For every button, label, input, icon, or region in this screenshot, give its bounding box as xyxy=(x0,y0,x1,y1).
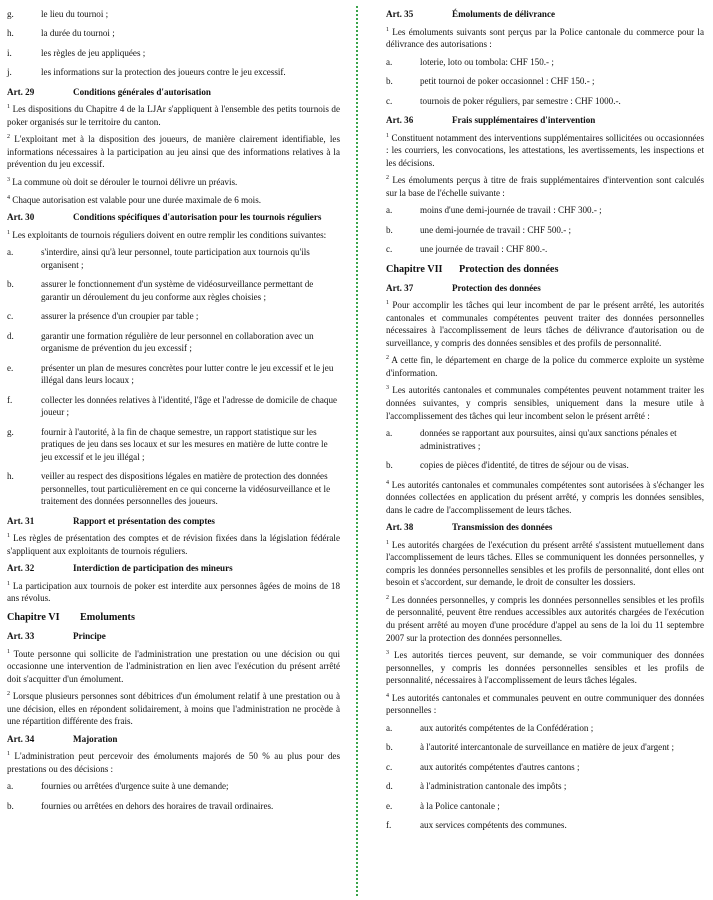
paragraph: $^2$ Lorsque plusieurs personnes sont débitrices d'un émolument relatif à une prestation ou à une décision, elles en répondent solidairement, à moins que l'administration ne procède à une répartition différente des frais. xyxy=(7,691,340,727)
list-item: h. la durée du tournoi ; xyxy=(7,28,115,39)
paragraph: $^3$ Les autorités cantonales et communales compétentes peuvent notamment traiter les données suivantes, y compris sensibles, uniquement dans la mesure utile à l'accomplissement des tâches qui leur incombent selon le présent arrêté : xyxy=(386,385,704,421)
list-item: i. les règles de jeu appliquées ; xyxy=(7,47,146,58)
article-heading-35: Art. 35 Émoluments de délivrance xyxy=(386,9,556,19)
paragraph: $^2$ Les émoluments perçus à titre de frais supplémentaires d'intervention sont calculés sur la base de l'échelle suivante : xyxy=(386,175,704,198)
list-item: a. fournies ou arrêtées d'urgence suite à une demande; xyxy=(7,781,229,792)
paragraph: $^1$ Les émoluments suivants sont perçus par la Police cantonale du commerce pour la délivrance des autorisations : xyxy=(386,26,704,50)
list-item: c. tournois de poker réguliers, par semestre : CHF 1000.-. xyxy=(386,95,621,106)
article-heading-30: Art. 30 Conditions spécifiques d'autorisation pour les tournois réguliers xyxy=(7,212,322,223)
column-divider xyxy=(356,6,358,896)
paragraph: $^1$ L'administration peut percevoir des émoluments majorés de 50 % au plus pour des prestations ou des décisions : xyxy=(7,751,340,774)
list-item: a. s'interdire, ainsi qu'à leur personnel, toute participation aux tournois qu'ils organisent ; xyxy=(7,247,310,270)
list-item: a. aux autorités compétentes de la Confédération ; xyxy=(386,722,594,733)
list-item: a. loterie, loto ou tombola: CHF 150.- ; xyxy=(386,56,554,67)
article-heading-38: Art. 38 Transmission des données xyxy=(386,522,553,533)
list-item: c. une journée de travail : CHF 800.-. xyxy=(386,244,548,255)
paragraph: $^3$ Les autorités tierces peuvent, sur demande, se voir communiquer des données personnelles, y compris les données personnelles sensibles et les profils de personnalité, nécessaires à l'accomplissement de leurs tâches légales. xyxy=(386,650,704,686)
paragraph: $^1$ Pour accomplir les tâches qui leur incombent de par le présent arrêté, les autorités cantonales et communales compétentes peuvent traiter des données personnelles nécessaires à l'accomplissement de leurs tâches de délivrance d'autorisation ou de surveillance, y compris des données sensibles et des profils de personnalité. xyxy=(386,300,704,348)
paragraph: $^1$ Les règles de présentation des comptes et de révision fixées dans la législation fédérale s'appliquent aux exploitants de tournois réguliers. xyxy=(7,533,340,556)
paragraph: $^3$ La commune où doit se dérouler le tournoi délivre un préavis. xyxy=(7,177,238,188)
list-item: b. fournies ou arrêtées en dehors des horaires de travail ordinaires. xyxy=(7,800,274,811)
item-list xyxy=(386,56,704,107)
item-list xyxy=(7,246,340,508)
list-item: a. données se rapportant aux poursuites, ainsi qu'aux sanctions pénales et administratives ; xyxy=(386,428,677,451)
list-item: b. une demi-journée de travail : CHF 500.- ; xyxy=(386,224,572,235)
item-list xyxy=(7,780,340,812)
paragraph: $^1$ Constituent notamment des interventions supplémentaires sollicitées ou occasionnées : les courriers, les convocations, les attestations, les avertissements, les inspections et les décisions. xyxy=(386,132,705,168)
list-item: a. moins d'une demi-journée de travail : CHF 300.- ; xyxy=(386,205,602,216)
list-item: c. aux autorités compétentes d'autres cantons ; xyxy=(386,761,580,772)
list-item: f. collecter les données relatives à l'identité, l'âge et l'adresse de domicile de chaque joueur ; xyxy=(7,394,338,418)
chapter-heading-7: Chapitre VII Protection des données xyxy=(386,263,559,275)
paragraph: $^4$ Les autorités cantonales et communales peuvent en outre communiquer des données personnelles : xyxy=(386,692,704,716)
list-item: g. fournir à l'autorité, à la fin de chaque semestre, un rapport statistique sur les pratiques de jeu dans ses locaux et sur les mesures en matière de lutte contre le jeu excessif et le jeu illégal ; xyxy=(7,426,328,462)
list-item: f. aux services compétents des communes. xyxy=(386,820,567,830)
paragraph: $^2$ A cette fin, le département en charge de la police du commerce exploite un système d'information. xyxy=(386,355,704,378)
list-item: d. à l'administration cantonale des impôts ; xyxy=(386,781,567,792)
list-item: h. veiller au respect des dispositions légales en matière de protection des données personnelles, tout particulièrement en ce qui concerne la vidéosurveillance et le traitement des données personnelles des joueurs. xyxy=(7,471,331,507)
article-heading-32: Art. 32 Interdiction de participation des mineurs xyxy=(7,563,233,574)
item-list xyxy=(386,722,704,832)
paragraph: $^1$ Les dispositions du Chapitre 4 de la LJAr s'appliquent à l'ensemble des petits tournois de poker organisés sur le territoire du canton. xyxy=(7,104,340,127)
list-item: e. à la Police cantonale ; xyxy=(386,800,500,811)
item-list xyxy=(386,427,704,472)
paragraph: $^1$ Toute personne qui sollicite de l'administration une prestation ou une décision ou qui occasionne une intervention de l'administration en lien avec l'exécution du présent arrêté doit s'acquitter d'un émolument. xyxy=(7,648,340,684)
article-heading-29: Art. 29 Conditions générales d'autorisation xyxy=(7,86,211,97)
list-item: e. présenter un plan de mesures concrètes pour lutter contre le jeu excessif et le jeu illégal dans leurs locaux ; xyxy=(7,362,334,386)
item-list xyxy=(386,204,704,255)
paragraph: $^2$ L'exploitant met à la disposition des joueurs, de manière clairement identifiable, les informations nécessaires à la participation au jeu ainsi que des informations relatives à la prévention du jeu excessif. xyxy=(7,134,340,170)
paragraph: $^2$ Les données personnelles, y compris les données personnelles sensibles et les profils de personnalité, peuvent être rendues accessibles aux autorités chargées de l'exécution du présent arrêté au moyen d'une procédure d'appel au sens de la loi du 11 septembre 2007 sur la protection des données personnelles. xyxy=(386,594,705,643)
list-item: b. copies de pièces d'identité, de titres de séjour ou de visas. xyxy=(386,460,629,471)
list-item: b. assurer le fonctionnement d'un système de vidéosurveillance permettant de garantir un déroulement du jeu conforme aux règles choisies ; xyxy=(7,279,314,302)
paragraph: $^4$ Chaque autorisation est valable pour une durée maximale de 6 mois. xyxy=(7,194,262,205)
left-column xyxy=(7,8,340,819)
list-item: b. petit tournoi de poker occasionnel : CHF 150.- ; xyxy=(386,76,595,87)
paragraph: $^1$ La participation aux tournois de poker est interdite aux personnes âgées de moins de 18 ans révolus. xyxy=(7,580,340,604)
paragraph: $^1$ Les exploitants de tournois réguliers doivent en outre remplir les conditions suivantes: xyxy=(7,229,327,240)
right-column xyxy=(386,8,704,838)
list-item: c. assurer la présence d'un croupier par table ; xyxy=(7,311,199,322)
paragraph: $^1$ Les autorités chargées de l'exécution du présent arrêté s'assistent mutuellement dans l'accomplissement de leurs tâches. Elles se communiquent les données personnelles, y compris les données personnelles sensibles et les profils de personnalité, dont elles ont besoin et s'accordent, sur demande, le droit de consulter les dossiers. xyxy=(386,539,704,588)
article-heading-36: Art. 36 Frais supplémentaires d'intervention xyxy=(386,114,596,125)
article-heading-37: Art. 37 Protection des données xyxy=(386,282,541,293)
list-item: b. à l'autorité intercantonale de surveillance en matière de jeux d'argent ; xyxy=(386,742,675,753)
article-heading-34: Art. 34 Majoration xyxy=(7,733,118,744)
article-heading-33: Art. 33 Principe xyxy=(7,631,106,641)
item-list xyxy=(7,8,340,79)
list-item: d. garantir une formation régulière de leur personnel en collaboration avec un organisme de prévention du jeu excessif ; xyxy=(7,330,314,354)
paragraph: $^4$ Les autorités cantonales et communales compétentes sont autorisées à s'échanger les données collectées en application du présent arrêté, y compris les données sensibles, dans le cadre de l'accomplissement de leurs tâches. xyxy=(386,479,704,515)
list-item: g. le lieu du tournoi ; xyxy=(7,9,109,19)
chapter-heading-6: Chapitre VI Emoluments xyxy=(7,611,135,623)
article-heading-31: Art. 31 Rapport et présentation des comptes xyxy=(7,515,215,526)
list-item: j. les informations sur la protection des joueurs contre le jeu excessif. xyxy=(7,67,286,78)
